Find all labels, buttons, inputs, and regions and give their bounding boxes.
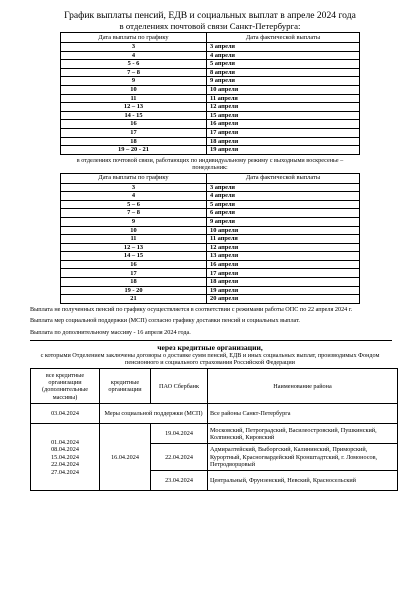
plan-date-cell: 10 [61,226,207,235]
schedule-row [61,295,360,304]
fact-date-cell: 19 апреля [207,146,360,155]
fact-date-cell: 11 апреля [207,94,360,103]
sber-districts-3: Центральный, Фрунзенский, Невский, Красносельский [208,471,398,491]
plan-date-cell: 21 [61,295,207,304]
plan-date-cell: 14 - 15 [61,111,207,120]
fact-date-cell: 10 апреля [207,85,360,94]
additional-dates: 01.04.2024 08.04.2024 15.04.2024 22.04.2024 27.04.2024 [31,424,100,491]
fact-date-cell: 11 апреля [207,235,360,244]
plan-date-cell: 11 [61,94,207,103]
schedule-row [61,43,360,52]
fact-date-cell: 17 апреля [207,128,360,137]
header-fact-date: Дата фактической выплаты [207,33,360,43]
schedule-row [61,111,360,120]
schedule-row [61,68,360,77]
schedule-row [61,137,360,146]
credit-section-subtitle: с которыми Отделением заключены договоры о доставке сумм пенсий, ЕДВ и иных социальных выплат, производимых Фондом пенсионного и социального страхования Российской Федерации [40,352,380,367]
schedule-row [61,77,360,86]
fact-date-cell: 6 апреля [207,209,360,218]
schedule-row [61,51,360,60]
fact-date-cell: 8 апреля [207,68,360,77]
sber-date-1: 19.04.2024 [151,424,208,444]
fact-date-cell: 16 апреля [207,260,360,269]
note-additional: Выплата по дополнительному массиву - 16 апреля 2024 года. [30,328,191,336]
fact-date-cell: 9 апреля [207,77,360,86]
sber-date-2: 22.04.2024 [151,444,208,471]
header-plan-date: Дата выплаты по графику [61,173,207,183]
plan-date-cell: 19 - 20 [61,286,207,295]
header-plan-date: Дата выплаты по графику [61,33,207,43]
schedule-row [61,217,360,226]
schedule-row [61,94,360,103]
header-fact-date: Дата фактической выплаты [207,173,360,183]
header-credit-orgs: кредитные организации [100,369,151,404]
fact-date-cell: 12 апреля [207,243,360,252]
fact-date-cell: 9 апреля [207,217,360,226]
plan-date-cell: 5 - 6 [61,60,207,69]
plan-date-cell: 16 [61,260,207,269]
fact-date-cell: 20 апреля [207,295,360,304]
fact-date-cell: 19 апреля [207,286,360,295]
plan-date-cell: 9 [61,217,207,226]
schedule-table-individual [60,173,360,304]
note-unpaid: Выплата не полученных пенсий по графику осуществляется в соответствии с режимами работы ОПС по 22 апреля 2024 г. [30,305,353,313]
sber-date-3: 23.04.2024 [151,471,208,491]
plan-date-cell: 16 [61,120,207,129]
schedule-row [61,226,360,235]
plan-date-cell: 14 – 15 [61,252,207,261]
plan-date-cell: 17 [61,128,207,137]
schedule-row [61,260,360,269]
schedule-row [61,128,360,137]
document-page [0,10,420,604]
fact-date-cell: 5 апреля [207,200,360,209]
plan-date-cell: 19 – 20 - 21 [61,146,207,155]
fact-date-cell: 10 апреля [207,226,360,235]
schedule-row [61,286,360,295]
fact-date-cell: 3 апреля [207,43,360,52]
fact-date-cell: 4 апреля [207,51,360,60]
plan-date-cell: 3 [61,43,207,52]
document-title [0,10,420,32]
title-line-1: График выплаты пенсий, ЕДВ и социальных выплат в апреле 2024 года [64,10,356,21]
divider [30,340,392,341]
schedule-table-standard [60,32,360,155]
plan-date-cell: 3 [61,183,207,192]
sber-districts-1: Московский, Петроградский, Василеостровский, Пушкинский, Колпинский, Кировский [208,424,398,444]
plan-date-cell: 4 [61,192,207,201]
schedule-row [61,103,360,112]
fact-date-cell: 12 апреля [207,103,360,112]
plan-date-cell: 18 [61,278,207,287]
schedule-row [61,235,360,244]
fact-date-cell: 18 апреля [207,278,360,287]
schedule-row [61,146,360,155]
credit-section-title: через кредитные организации, [157,343,263,353]
schedule-row [61,60,360,69]
schedule-row [61,200,360,209]
title-line-2: в отделениях почтовой связи Санкт-Петербурга: [119,21,301,31]
plan-date-cell: 5 – 6 [61,200,207,209]
schedule-row [61,269,360,278]
note-msp: Выплата мер социальной поддержки (МСП) согласно графику доставки пенсий и социальных выплат. [30,317,300,325]
plan-date-cell: 7 – 8 [61,68,207,77]
fact-date-cell: 15 апреля [207,111,360,120]
schedule-row [61,278,360,287]
header-all-credit: все кредитные организации (дополнительные массивы) [31,369,100,404]
plan-date-cell: 17 [61,269,207,278]
plan-date-cell: 4 [61,51,207,60]
plan-date-cell: 10 [61,85,207,94]
schedule-row [61,120,360,129]
fact-date-cell: 17 апреля [207,269,360,278]
msp-date: 03.04.2024 [31,404,100,424]
plan-date-cell: 7 – 8 [61,209,207,218]
plan-date-cell: 12 – 13 [61,243,207,252]
credit-schedule-table [30,368,398,491]
payment-notes [30,306,420,336]
sber-districts-2: Адмиралтейский, Выборгский, Калининский, Приморский, Курортный, Красногвардейский Кронштадтский, г. Ломоносов, Петродворцовый [208,444,398,471]
fact-date-cell: 16 апреля [207,120,360,129]
fact-date-cell: 13 апреля [207,252,360,261]
schedule-row [61,85,360,94]
header-district: Наименование района [208,369,398,404]
schedule-row [61,192,360,201]
msp-district: Все районы Санкт-Петербурга [208,404,398,424]
plan-date-cell: 12 – 13 [61,103,207,112]
fact-date-cell: 18 апреля [207,137,360,146]
schedule-row [61,183,360,192]
schedule-row [61,209,360,218]
individual-mode-note: в отделениях почтовой связи, работающих по индивидуальному режиму с выходными воскресенье – понедельник: [76,156,344,172]
fact-date-cell: 5 апреля [207,60,360,69]
fact-date-cell: 3 апреля [207,183,360,192]
schedule-row [61,252,360,261]
credit-org-date: 16.04.2024 [100,424,151,491]
plan-date-cell: 9 [61,77,207,86]
header-sberbank: ПАО Сбербанк [151,369,208,404]
schedule-row [61,243,360,252]
fact-date-cell: 4 апреля [207,192,360,201]
msp-label: Меры социальной поддержки (МСП) [100,404,208,424]
plan-date-cell: 11 [61,235,207,244]
plan-date-cell: 18 [61,137,207,146]
